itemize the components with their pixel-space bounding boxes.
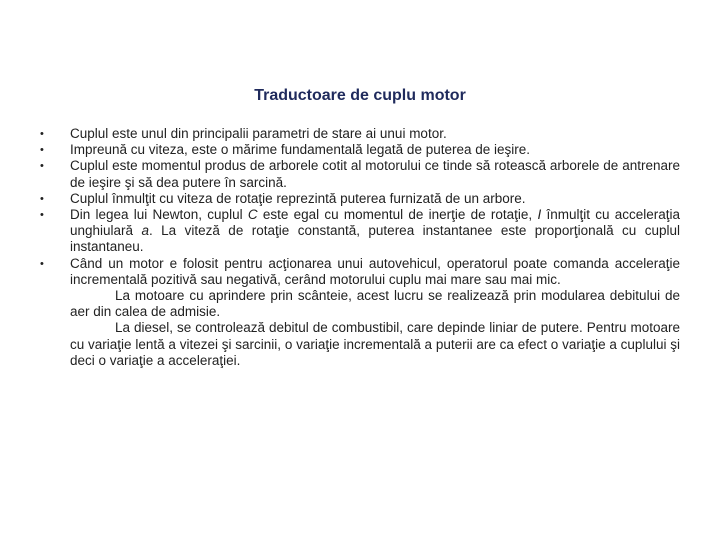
bullet-text-part: Din legea lui Newton, cuplul bbox=[70, 207, 248, 223]
bullet-text-part: . La viteză de rotaţie constantă, puterea instantanee este proporţională cu cuplul instantaneu. bbox=[70, 223, 680, 255]
bullet-text-part: este egal cu momentul de inerţie de rotaţie, bbox=[257, 207, 538, 223]
bullet-item-1 bbox=[40, 126, 680, 142]
bullet-item-3 bbox=[40, 158, 680, 190]
bullet-text: Cuplul este momentul produs de arborele cotit al motorului ce tinde să rotească arborele de antrenare de ieşire şi să dea putere în sarcină. bbox=[70, 158, 680, 190]
bullet-text-part: înmulţit cu acceleraţia unghiulară bbox=[70, 207, 680, 239]
sub-paragraph-diesel: La diesel, se controlează debitul de combustibil, care depinde liniar de putere. Pentru motoare cu variaţie lentă a vitezei şi sarcinii, o variaţie incrementală a puterii are ca efect o variaţie a cuplului şi deci o variaţie a acceleraţiei. bbox=[70, 320, 680, 368]
symbol-a: a bbox=[141, 223, 149, 239]
bullet-text: Cuplul este unul din principalii parametri de stare ai unui motor. bbox=[70, 126, 447, 141]
bullet-text: Impreună cu viteza, este o mărime fundamentală legată de puterea de ieşire. bbox=[70, 142, 531, 158]
bullet-item-5 bbox=[40, 207, 680, 256]
sub-paragraph-spark-ignition: La motoare cu aprindere prin scânteie, acest lucru se realizează prin modularea debitului de aer din calea de admisie. bbox=[70, 288, 680, 320]
bullet-item-6 bbox=[40, 256, 680, 369]
bullet-item-4 bbox=[40, 191, 680, 207]
bullet-text: • Când un motor e folosit pentru acţionarea unui autovehicul, operatorul poate comanda acceleraţie incrementală pozitivă sau negativă, cerând motorului cuplu mai mare sau mai mic. bbox=[70, 255, 680, 287]
bullet-item-2 bbox=[40, 142, 680, 158]
symbol-c: C bbox=[247, 207, 258, 223]
bullet-list bbox=[40, 126, 680, 369]
bullet-text: Cuplul înmulţit cu viteza de rotaţie reprezintă puterea furnizată de un arbore. bbox=[70, 190, 526, 206]
symbol-i: I bbox=[537, 207, 542, 223]
slide-title: Traductoare de cuplu motor bbox=[254, 87, 466, 104]
